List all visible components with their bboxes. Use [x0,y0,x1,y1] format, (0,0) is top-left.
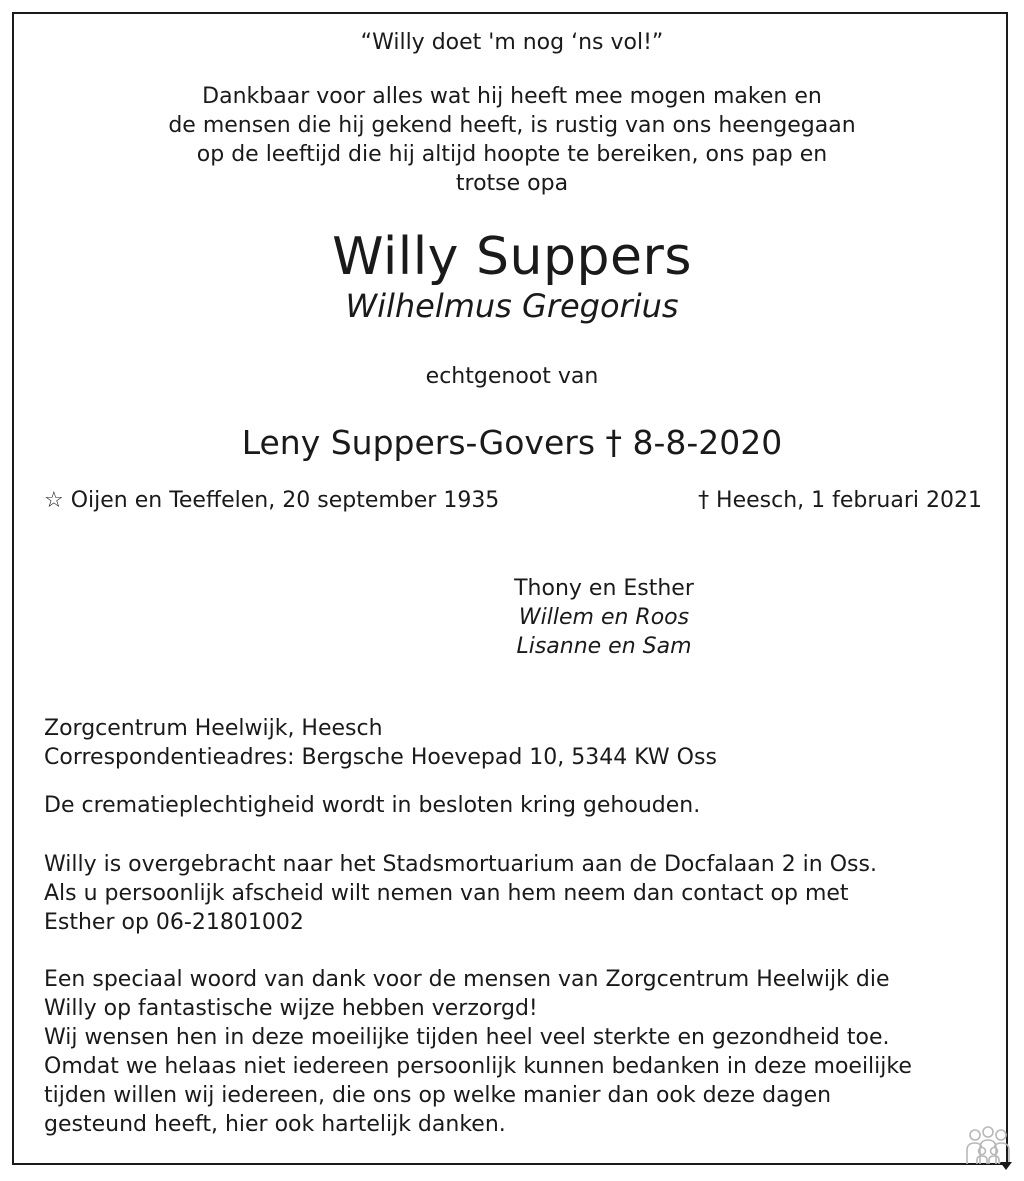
intro-line: Dankbaar voor alles wat hij heeft mee mogen maken en [202,84,822,109]
family-member: Thony en Esther [514,576,694,601]
thanks-line: Willy op fantastische wijze hebben verzorgd! [44,996,538,1021]
birth-date: ☆ Oijen en Teeffelen, 20 september 1935 [44,488,500,513]
thanks-line: tijden willen wij iedereen, die ons op welke manier dan ook deze dagen [44,1083,832,1108]
spouse-label: echtgenoot van [425,364,599,389]
thanks-line: Wij wensen hen in deze moeilijke tijden heel veel sterkte en gezondheid toe. [44,1025,890,1050]
intro-line: de mensen die hij gekend heeft, is rustig van ons heengegaan [168,113,856,138]
family-list [454,574,754,661]
people-group-icon-graphic [962,1124,1014,1172]
address-line: Zorgcentrum Heelwijk, Heesch [44,716,383,741]
thanks-line: gesteund heeft, hier ook hartelijk danken. [44,1112,506,1137]
mortuary-line: Willy is overgebracht naar het Stadsmortuarium aan de Docfalaan 2 in Oss. [44,852,877,877]
thanks-line: Omdat we helaas niet iedereen persoonlijk kunnen bedanken in deze moeilijke [44,1054,912,1079]
intro-text [14,82,1010,198]
cremation-line: De crematieplechtigheid wordt in besloten kring gehouden. [44,793,701,818]
mortuary-block [44,850,994,937]
address-block [44,714,994,772]
intro-line: op de leeftijd die hij altijd hoopte te bereiken, ons pap en [196,142,828,167]
triangle-down-icon [1000,1162,1012,1170]
cremation-notice [44,791,994,820]
death-date: † Heesch, 1 februari 2021 [698,488,982,513]
thanks-line: Een speciaal woord van dank voor de mensen van Zorgcentrum Heelwijk die [44,967,890,992]
mortuary-line: Esther op 06-21801002 [44,910,304,935]
motto-quote: “Willy doet 'm nog ‘ns vol!” [360,30,664,55]
thanks-block [44,965,994,1139]
people-group-icon[interactable] [962,1124,1014,1172]
family-member: Willem en Roos [518,605,690,630]
deceased-given-names: Wilhelmus Gregorius [345,287,679,325]
intro-line: trotse opa [455,171,569,196]
family-member: Lisanne en Sam [516,634,692,659]
spouse-name: Leny Suppers-Govers † 8-8-2020 [241,423,783,462]
address-line: Correspondentieadres: Bergsche Hoevepad 10, 5344 KW Oss [44,745,717,770]
deceased-name: Willy Suppers [332,227,692,287]
mortuary-line: Als u persoonlijk afscheid wilt nemen van hem neem dan contact op met [44,881,849,906]
